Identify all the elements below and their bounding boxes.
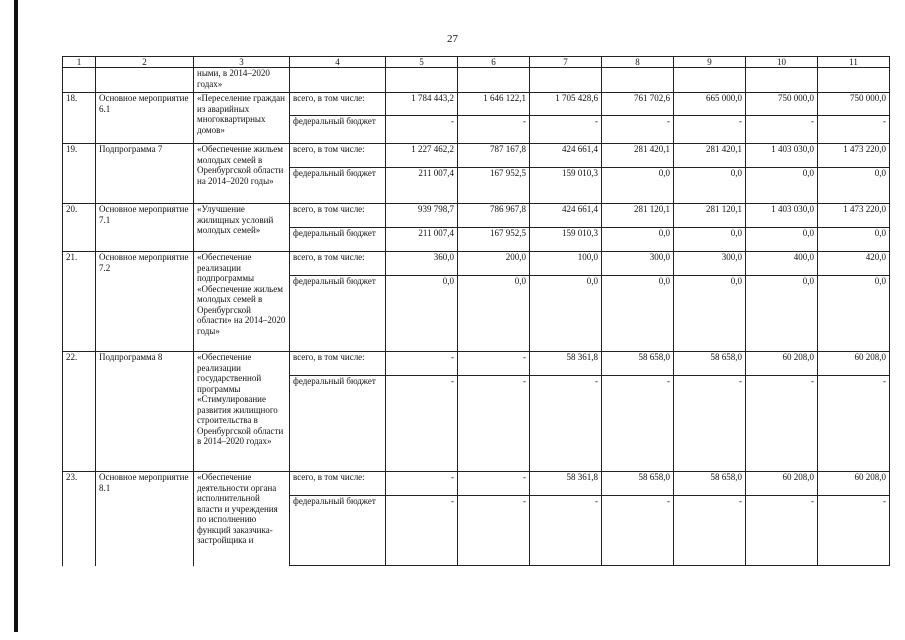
- amount-cell: 281 120,1: [602, 204, 674, 228]
- description-cell: «Улучшение жилищных условий молодых семей»: [194, 204, 290, 252]
- funding-source-cell: всего, в том числе:: [290, 204, 386, 228]
- row-number-cell: 22.: [63, 352, 96, 472]
- amount-cell: -: [530, 496, 602, 566]
- amount-cell: 1 473 220,0: [818, 204, 890, 228]
- amount-cell: 1 473 220,0: [818, 144, 890, 168]
- amount-cell: 360,0: [386, 252, 458, 276]
- amount-cell: 58 658,0: [602, 472, 674, 496]
- amount-cell: 939 798,7: [386, 204, 458, 228]
- amount-cell: 786 967,8: [458, 204, 530, 228]
- amount-cell: -: [602, 376, 674, 472]
- row-number-cell: 18.: [63, 93, 96, 144]
- amount-cell: 60 208,0: [818, 352, 890, 376]
- amount-cell: 60 208,0: [746, 472, 818, 496]
- amount-cell: 281 120,1: [674, 204, 746, 228]
- amount-cell: -: [746, 496, 818, 566]
- funding-source-cell: всего, в том числе:: [290, 472, 386, 496]
- amount-cell: 0,0: [602, 276, 674, 352]
- amount-cell: -: [818, 376, 890, 472]
- column-header: 4: [290, 57, 386, 68]
- amount-cell: 0,0: [386, 276, 458, 352]
- amount-cell: 300,0: [602, 252, 674, 276]
- description-cell: «Обеспечение реализации государственной программы «Стимулирование развития жилищного строительства в Оренбургской области в 2014–2020 годах»: [194, 352, 290, 472]
- column-header: 8: [602, 57, 674, 68]
- amount-cell: 1 227 462,2: [386, 144, 458, 168]
- amount-cell: 211 007,4: [386, 228, 458, 252]
- amount-cell: -: [818, 496, 890, 566]
- table-row-total: [63, 352, 890, 376]
- amount-cell: -: [602, 496, 674, 566]
- table-row-total: [63, 204, 890, 228]
- funding-source-cell: федеральный бюджет: [290, 228, 386, 252]
- amount-cell: 58 361,8: [530, 472, 602, 496]
- amount-cell: -: [674, 116, 746, 144]
- amount-cell: -: [746, 376, 818, 472]
- amount-cell: 167 952,5: [458, 228, 530, 252]
- column-header: 2: [96, 57, 194, 68]
- amount-cell: 750 000,0: [746, 93, 818, 116]
- amount-cell: 0,0: [746, 276, 818, 352]
- amount-cell: 0,0: [818, 276, 890, 352]
- amount-cell: 281 420,1: [674, 144, 746, 168]
- amount-cell: -: [386, 376, 458, 472]
- event-name-cell: Подпрограмма 7: [96, 144, 194, 204]
- row-number-cell: 21.: [63, 252, 96, 352]
- column-header: 5: [386, 57, 458, 68]
- amount-cell: 424 661,4: [530, 204, 602, 228]
- page-number: 27: [447, 33, 458, 45]
- event-name-cell: Подпрограмма 8: [96, 352, 194, 472]
- funding-source-cell: всего, в том числе:: [290, 252, 386, 276]
- column-header: 11: [818, 57, 890, 68]
- funding-source-cell: федеральный бюджет: [290, 376, 386, 472]
- amount-cell: 0,0: [674, 228, 746, 252]
- amount-cell: 0,0: [602, 168, 674, 204]
- amount-cell: 0,0: [818, 168, 890, 204]
- amount-cell: 400,0: [746, 252, 818, 276]
- amount-cell: 665 000,0: [674, 93, 746, 116]
- amount-cell: -: [530, 116, 602, 144]
- funding-source-cell: федеральный бюджет: [290, 496, 386, 566]
- amount-cell: 1 646 122,1: [458, 93, 530, 116]
- amount-cell: -: [458, 496, 530, 566]
- amount-cell: 1 403 030,0: [746, 144, 818, 168]
- amount-cell: 0,0: [746, 168, 818, 204]
- amount-cell: 0,0: [530, 276, 602, 352]
- amount-cell: -: [386, 116, 458, 144]
- amount-cell: 58 361,8: [530, 352, 602, 376]
- table-row-total: [63, 144, 890, 168]
- amount-cell: 281 420,1: [602, 144, 674, 168]
- event-name-cell: Основное мероприятие 7.2: [96, 252, 194, 352]
- column-header: 9: [674, 57, 746, 68]
- amount-cell: 300,0: [674, 252, 746, 276]
- funding-source-cell: федеральный бюджет: [290, 168, 386, 204]
- funding-source-cell: всего, в том числе:: [290, 93, 386, 116]
- description-cell: «Обеспечение реализации подпрограммы «Обеспечение жильем молодых семей в Оренбургской области» на 2014–2020 годы»: [194, 252, 290, 352]
- amount-cell: 0,0: [458, 276, 530, 352]
- description-cell: «Переселение граждан из аварийных многоквартирных домов»: [194, 93, 290, 144]
- description-cell: ными, в 2014–2020 годах»: [194, 68, 290, 93]
- column-header: 6: [458, 57, 530, 68]
- description-cell: «Обеспечение жильем молодых семей в Оренбургской области на 2014–2020 годы»: [194, 144, 290, 204]
- amount-cell: -: [818, 116, 890, 144]
- amount-cell: -: [386, 496, 458, 566]
- amount-cell: -: [458, 352, 530, 376]
- amount-cell: 0,0: [746, 228, 818, 252]
- funding-source-cell: федеральный бюджет: [290, 276, 386, 352]
- column-number-row: [63, 57, 890, 68]
- amount-cell: 1 705 428,6: [530, 93, 602, 116]
- amount-cell: 0,0: [818, 228, 890, 252]
- amount-cell: 200,0: [458, 252, 530, 276]
- amount-cell: 167 952,5: [458, 168, 530, 204]
- description-cell: «Обеспечение деятельности органа исполнительной власти и учреждения по исполнению функций заказчика-застройщика и: [194, 472, 290, 566]
- event-name-cell: Основное мероприятие 7.1: [96, 204, 194, 252]
- amount-cell: -: [458, 376, 530, 472]
- budget-table: [62, 56, 890, 566]
- row-number-cell: 20.: [63, 204, 96, 252]
- amount-cell: -: [386, 472, 458, 496]
- row-number-cell: 19.: [63, 144, 96, 204]
- amount-cell: 424 661,4: [530, 144, 602, 168]
- amount-cell: 60 208,0: [746, 352, 818, 376]
- column-header: 3: [194, 57, 290, 68]
- amount-cell: 0,0: [602, 228, 674, 252]
- continuation-row: [63, 68, 890, 93]
- amount-cell: 0,0: [674, 168, 746, 204]
- amount-cell: -: [746, 116, 818, 144]
- amount-cell: -: [674, 496, 746, 566]
- funding-source-cell: всего, в том числе:: [290, 144, 386, 168]
- amount-cell: 159 010,3: [530, 228, 602, 252]
- amount-cell: -: [674, 376, 746, 472]
- amount-cell: 0,0: [674, 276, 746, 352]
- amount-cell: 1 403 030,0: [746, 204, 818, 228]
- event-name-cell: Основное мероприятие 6.1: [96, 93, 194, 144]
- amount-cell: 420,0: [818, 252, 890, 276]
- funding-source-cell: федеральный бюджет: [290, 116, 386, 144]
- table-row-total: [63, 93, 890, 116]
- amount-cell: -: [602, 116, 674, 144]
- amount-cell: 58 658,0: [602, 352, 674, 376]
- event-name-cell: Основное мероприятие 8.1: [96, 472, 194, 566]
- table-row-total: [63, 472, 890, 496]
- amount-cell: 100,0: [530, 252, 602, 276]
- amount-cell: 787 167,8: [458, 144, 530, 168]
- amount-cell: 1 784 443,2: [386, 93, 458, 116]
- amount-cell: -: [530, 376, 602, 472]
- funding-source-cell: всего, в том числе:: [290, 352, 386, 376]
- column-header: 7: [530, 57, 602, 68]
- amount-cell: 58 658,0: [674, 352, 746, 376]
- amount-cell: 211 007,4: [386, 168, 458, 204]
- amount-cell: -: [458, 472, 530, 496]
- amount-cell: -: [458, 116, 530, 144]
- amount-cell: 58 658,0: [674, 472, 746, 496]
- amount-cell: 761 702,6: [602, 93, 674, 116]
- binding-edge-bar: [14, 0, 18, 632]
- amount-cell: -: [386, 352, 458, 376]
- amount-cell: 60 208,0: [818, 472, 890, 496]
- amount-cell: 750 000,0: [818, 93, 890, 116]
- column-header: 10: [746, 57, 818, 68]
- row-number-cell: 23.: [63, 472, 96, 566]
- column-header: 1: [63, 57, 96, 68]
- amount-cell: 159 010,3: [530, 168, 602, 204]
- table-row-total: [63, 252, 890, 276]
